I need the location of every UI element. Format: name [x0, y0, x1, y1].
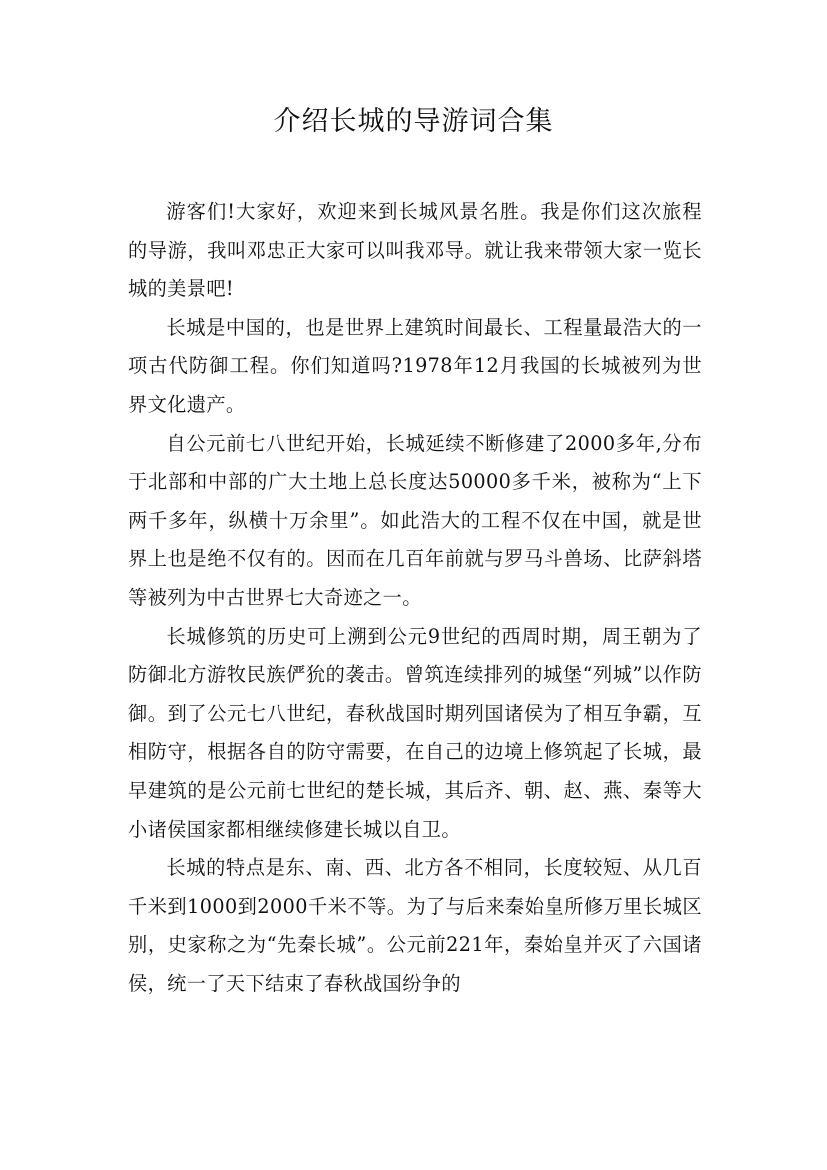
- paragraph-features: 长城的特点是东、南、西、北方各不相同，长度较短、从几百千米到1000到2000千米不等。为了与后来秦始皇所修万里长城区别，史家称之为“先秦长城”。公元前221年，秦始皇并灭了六国诸侯，统一了天下结束了春秋战国纷争的: [128, 856, 702, 995]
- paragraph-introduction: 长城是中国的，也是世界上建筑时间最长、工程量最浩大的一项古代防御工程。你们知道吗?1978年12月我国的长城被列为世界文化遗产。: [128, 315, 702, 416]
- document-title: 介绍长城的导游词合集: [273, 106, 554, 137]
- paragraph-history: 长城修筑的历史可上溯到公元9世纪的西周时期，周王朝为了防御北方游牧民族俨狁的袭击。曾筑连续排列的城堡“列城”以作防御。到了公元七八世纪，春秋战国时期列国诸侯为了相互争霸，互相防守，根据各自的防守需要，在自己的边境上修筑起了长城，最早建筑的是公元前七世纪的楚长城，其后齐、朝、赵、燕、秦等大小诸侯国家都相继续修建长城以自卫。: [128, 624, 702, 841]
- paragraph-length: 自公元前七八世纪开始，长城延续不断修建了2000多年,分布于北部和中部的广大土地上总长度达50000多千米，被称为“上下两千多年，纵横十万余里”。如此浩大的工程不仅在中国，就是世界上也是绝不仅有的。因而在几百年前就与罗马斗兽场、比萨斜塔等被列为中古世界七大奇迹之一。: [128, 431, 702, 609]
- paragraph-greeting: 游客们!大家好，欢迎来到长城风景名胜。我是你们这次旅程的导游，我叫邓忠正大家可以叫我邓导。就让我来带领大家一览长城的美景吧!: [128, 200, 702, 301]
- document-body: [128, 193, 702, 1003]
